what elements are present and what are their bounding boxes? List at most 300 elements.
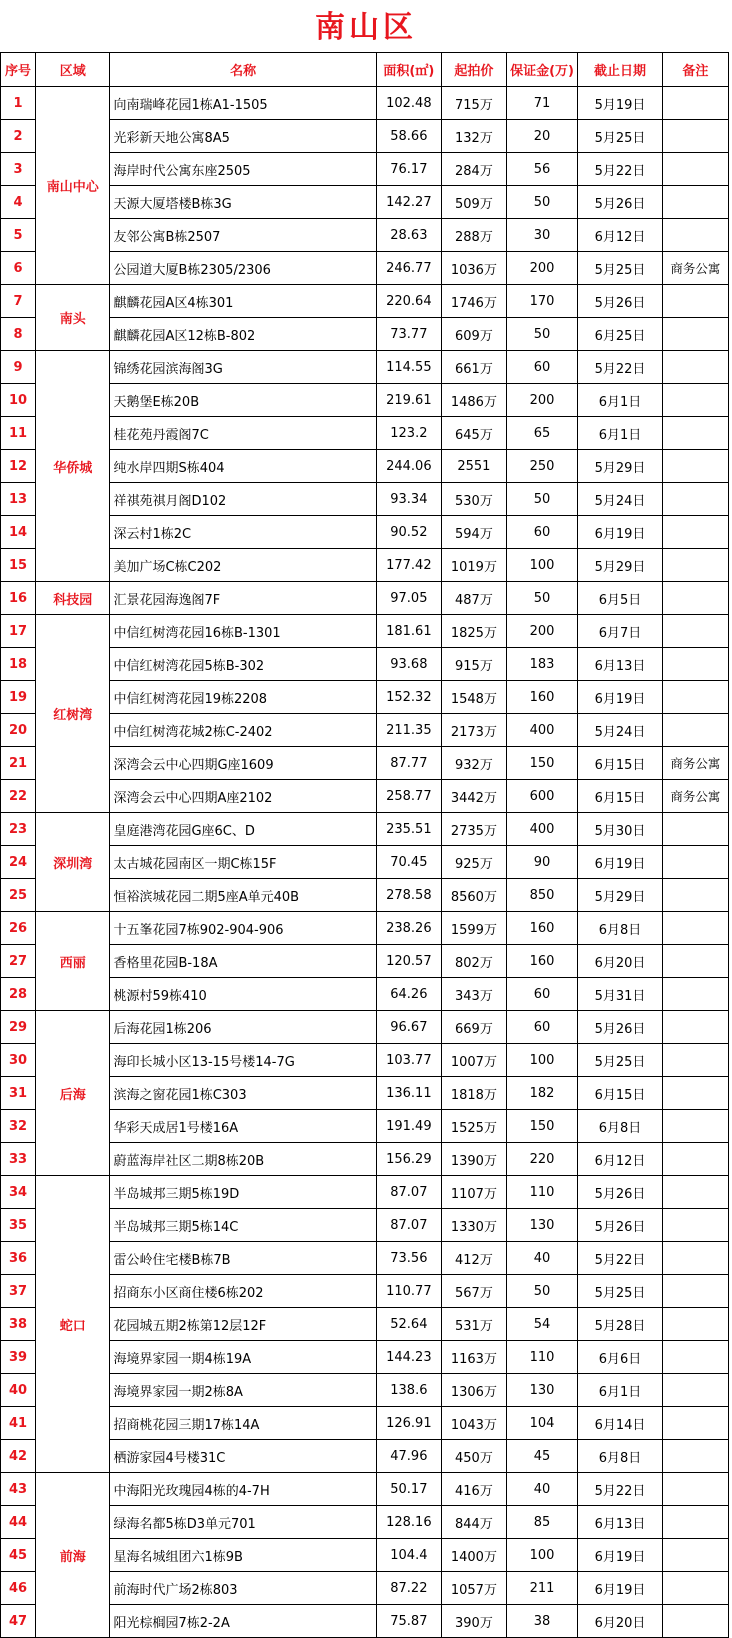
row-number: 31 bbox=[1, 1077, 36, 1110]
row-number: 39 bbox=[1, 1341, 36, 1374]
deposit-value: 600 bbox=[506, 780, 577, 813]
note-value bbox=[662, 384, 728, 417]
note-value bbox=[662, 1440, 728, 1473]
note-value bbox=[662, 1539, 728, 1572]
deadline-value: 6月19日 bbox=[578, 1539, 663, 1572]
note-value bbox=[662, 1176, 728, 1209]
deposit-value: 182 bbox=[506, 1077, 577, 1110]
area-value: 102.48 bbox=[376, 87, 441, 120]
row-number: 30 bbox=[1, 1044, 36, 1077]
price-value: 594万 bbox=[441, 516, 506, 549]
price-value: 284万 bbox=[441, 153, 506, 186]
deadline-value: 6月19日 bbox=[578, 516, 663, 549]
area-value: 93.68 bbox=[376, 648, 441, 681]
area-value: 50.17 bbox=[376, 1473, 441, 1506]
area-value: 87.77 bbox=[376, 747, 441, 780]
header-price: 起拍价 bbox=[441, 53, 506, 87]
table-row bbox=[1, 1341, 729, 1374]
row-number: 2 bbox=[1, 120, 36, 153]
deposit-value: 60 bbox=[506, 516, 577, 549]
row-number: 13 bbox=[1, 483, 36, 516]
price-value: 715万 bbox=[441, 87, 506, 120]
row-number: 40 bbox=[1, 1374, 36, 1407]
note-value bbox=[662, 1077, 728, 1110]
area-value: 103.77 bbox=[376, 1044, 441, 1077]
deadline-value: 5月25日 bbox=[578, 252, 663, 285]
deadline-value: 5月29日 bbox=[578, 450, 663, 483]
property-name: 招商桃花园三期17栋14A bbox=[110, 1407, 376, 1440]
deadline-value: 5月28日 bbox=[578, 1308, 663, 1341]
note-value bbox=[662, 1605, 728, 1638]
table-row bbox=[1, 351, 729, 384]
deposit-value: 150 bbox=[506, 747, 577, 780]
deposit-value: 200 bbox=[506, 252, 577, 285]
price-value: 1163万 bbox=[441, 1341, 506, 1374]
deadline-value: 5月22日 bbox=[578, 1473, 663, 1506]
deadline-value: 6月15日 bbox=[578, 780, 663, 813]
deposit-value: 71 bbox=[506, 87, 577, 120]
area-value: 244.06 bbox=[376, 450, 441, 483]
table-row bbox=[1, 153, 729, 186]
row-number: 26 bbox=[1, 912, 36, 945]
price-value: 932万 bbox=[441, 747, 506, 780]
table-row bbox=[1, 945, 729, 978]
price-value: 487万 bbox=[441, 582, 506, 615]
property-name: 星海名城组团六1栋9B bbox=[110, 1539, 376, 1572]
table-row bbox=[1, 1308, 729, 1341]
table-row bbox=[1, 384, 729, 417]
table-row bbox=[1, 714, 729, 747]
deadline-value: 5月24日 bbox=[578, 714, 663, 747]
row-number: 15 bbox=[1, 549, 36, 582]
deadline-value: 6月1日 bbox=[578, 384, 663, 417]
note-value bbox=[662, 1374, 728, 1407]
row-number: 42 bbox=[1, 1440, 36, 1473]
property-name: 天鹅堡E栋20B bbox=[110, 384, 376, 417]
property-name: 深云村1栋2C bbox=[110, 516, 376, 549]
table-row bbox=[1, 417, 729, 450]
price-value: 132万 bbox=[441, 120, 506, 153]
table-row bbox=[1, 1539, 729, 1572]
row-number: 32 bbox=[1, 1110, 36, 1143]
deadline-value: 6月8日 bbox=[578, 912, 663, 945]
deadline-value: 5月24日 bbox=[578, 483, 663, 516]
area-value: 76.17 bbox=[376, 153, 441, 186]
area-value: 75.87 bbox=[376, 1605, 441, 1638]
header-area: 面积(㎡) bbox=[376, 53, 441, 87]
row-number: 10 bbox=[1, 384, 36, 417]
table-row bbox=[1, 1440, 729, 1473]
deadline-value: 6月19日 bbox=[578, 846, 663, 879]
price-value: 1043万 bbox=[441, 1407, 506, 1440]
deadline-value: 5月26日 bbox=[578, 1209, 663, 1242]
table-row bbox=[1, 747, 729, 780]
price-value: 1019万 bbox=[441, 549, 506, 582]
deposit-value: 160 bbox=[506, 912, 577, 945]
property-name: 阳光棕榈园7栋2-2A bbox=[110, 1605, 376, 1638]
row-number: 16 bbox=[1, 582, 36, 615]
property-name: 华彩天成居1号楼16A bbox=[110, 1110, 376, 1143]
area-value: 52.64 bbox=[376, 1308, 441, 1341]
area-value: 156.29 bbox=[376, 1143, 441, 1176]
region-cell: 西丽 bbox=[36, 912, 110, 1011]
deposit-value: 50 bbox=[506, 1275, 577, 1308]
area-value: 123.2 bbox=[376, 417, 441, 450]
deadline-value: 6月14日 bbox=[578, 1407, 663, 1440]
row-number: 23 bbox=[1, 813, 36, 846]
property-name: 桂花苑丹霞阁7C bbox=[110, 417, 376, 450]
row-number: 46 bbox=[1, 1572, 36, 1605]
property-name: 中信红树湾花园19栋2208 bbox=[110, 681, 376, 714]
deposit-value: 85 bbox=[506, 1506, 577, 1539]
deadline-value: 5月29日 bbox=[578, 879, 663, 912]
property-name: 中信红树湾花园5栋B-302 bbox=[110, 648, 376, 681]
area-value: 93.34 bbox=[376, 483, 441, 516]
note-value: 商务公寓 bbox=[662, 747, 728, 780]
table-row bbox=[1, 978, 729, 1011]
property-name: 十五峯花园7栋902-904-906 bbox=[110, 912, 376, 945]
price-value: 915万 bbox=[441, 648, 506, 681]
area-value: 28.63 bbox=[376, 219, 441, 252]
area-value: 126.91 bbox=[376, 1407, 441, 1440]
note-value bbox=[662, 120, 728, 153]
property-name: 滨海之窗花园1栋C303 bbox=[110, 1077, 376, 1110]
table-row bbox=[1, 1143, 729, 1176]
note-value bbox=[662, 615, 728, 648]
note-value bbox=[662, 1044, 728, 1077]
row-number: 36 bbox=[1, 1242, 36, 1275]
area-value: 219.61 bbox=[376, 384, 441, 417]
price-value: 1306万 bbox=[441, 1374, 506, 1407]
property-name: 公园道大厦B栋2305/2306 bbox=[110, 252, 376, 285]
price-value: 1486万 bbox=[441, 384, 506, 417]
deadline-value: 6月8日 bbox=[578, 1110, 663, 1143]
row-number: 7 bbox=[1, 285, 36, 318]
price-value: 531万 bbox=[441, 1308, 506, 1341]
deposit-value: 60 bbox=[506, 351, 577, 384]
row-number: 4 bbox=[1, 186, 36, 219]
table-row bbox=[1, 1374, 729, 1407]
table-row bbox=[1, 780, 729, 813]
deposit-value: 160 bbox=[506, 681, 577, 714]
region-cell: 前海 bbox=[36, 1473, 110, 1638]
note-value bbox=[662, 417, 728, 450]
region-cell: 后海 bbox=[36, 1011, 110, 1176]
property-name: 绿海名都5栋D3单元701 bbox=[110, 1506, 376, 1539]
property-name: 向南瑞峰花园1栋A1-1505 bbox=[110, 87, 376, 120]
area-value: 235.51 bbox=[376, 813, 441, 846]
price-value: 802万 bbox=[441, 945, 506, 978]
price-value: 412万 bbox=[441, 1242, 506, 1275]
property-name: 锦绣花园滨海阁3G bbox=[110, 351, 376, 384]
property-name: 深湾会云中心四期A座2102 bbox=[110, 780, 376, 813]
row-number: 45 bbox=[1, 1539, 36, 1572]
area-value: 246.77 bbox=[376, 252, 441, 285]
property-name: 恒裕滨城花园二期5座A单元40B bbox=[110, 879, 376, 912]
price-value: 8560万 bbox=[441, 879, 506, 912]
table-row bbox=[1, 1209, 729, 1242]
area-value: 191.49 bbox=[376, 1110, 441, 1143]
row-number: 43 bbox=[1, 1473, 36, 1506]
deadline-value: 6月25日 bbox=[578, 318, 663, 351]
property-name: 海境界家园一期2栋8A bbox=[110, 1374, 376, 1407]
note-value bbox=[662, 1473, 728, 1506]
note-value bbox=[662, 1275, 728, 1308]
deadline-value: 5月26日 bbox=[578, 285, 663, 318]
note-value bbox=[662, 285, 728, 318]
header-row bbox=[1, 53, 729, 87]
row-number: 9 bbox=[1, 351, 36, 384]
deposit-value: 100 bbox=[506, 1044, 577, 1077]
property-name: 深湾会云中心四期G座1609 bbox=[110, 747, 376, 780]
property-name: 雷公岭住宅楼B栋7B bbox=[110, 1242, 376, 1275]
note-value bbox=[662, 648, 728, 681]
table-row bbox=[1, 648, 729, 681]
deadline-value: 5月26日 bbox=[578, 1176, 663, 1209]
property-name: 花园城五期2栋第12层12F bbox=[110, 1308, 376, 1341]
table-row bbox=[1, 285, 729, 318]
row-number: 25 bbox=[1, 879, 36, 912]
deadline-value: 6月20日 bbox=[578, 945, 663, 978]
table-row bbox=[1, 1242, 729, 1275]
deadline-value: 5月29日 bbox=[578, 549, 663, 582]
table-row bbox=[1, 1407, 729, 1440]
deposit-value: 50 bbox=[506, 186, 577, 219]
area-value: 128.16 bbox=[376, 1506, 441, 1539]
table-row bbox=[1, 483, 729, 516]
deposit-value: 110 bbox=[506, 1341, 577, 1374]
price-value: 1825万 bbox=[441, 615, 506, 648]
note-value bbox=[662, 483, 728, 516]
row-number: 3 bbox=[1, 153, 36, 186]
deposit-value: 30 bbox=[506, 219, 577, 252]
property-name: 中海阳光玫瑰园4栋的4-7H bbox=[110, 1473, 376, 1506]
table-body bbox=[1, 87, 729, 1638]
row-number: 47 bbox=[1, 1605, 36, 1638]
auction-table bbox=[0, 52, 729, 1638]
price-value: 1107万 bbox=[441, 1176, 506, 1209]
row-number: 22 bbox=[1, 780, 36, 813]
table-row bbox=[1, 549, 729, 582]
area-value: 258.77 bbox=[376, 780, 441, 813]
price-value: 1599万 bbox=[441, 912, 506, 945]
property-name: 纯水岸四期S栋404 bbox=[110, 450, 376, 483]
page-title: 南山区 bbox=[315, 10, 417, 45]
region-cell: 华侨城 bbox=[36, 351, 110, 582]
deposit-value: 220 bbox=[506, 1143, 577, 1176]
deposit-value: 211 bbox=[506, 1572, 577, 1605]
table-row bbox=[1, 219, 729, 252]
property-name: 麒麟花园A区4栋301 bbox=[110, 285, 376, 318]
header-region: 区域 bbox=[36, 53, 110, 87]
deadline-value: 6月1日 bbox=[578, 417, 663, 450]
row-number: 18 bbox=[1, 648, 36, 681]
note-value bbox=[662, 549, 728, 582]
note-value bbox=[662, 516, 728, 549]
price-value: 288万 bbox=[441, 219, 506, 252]
area-value: 211.35 bbox=[376, 714, 441, 747]
table-row bbox=[1, 1572, 729, 1605]
deadline-value: 6月12日 bbox=[578, 219, 663, 252]
area-value: 144.23 bbox=[376, 1341, 441, 1374]
deadline-value: 6月5日 bbox=[578, 582, 663, 615]
property-name: 招商东小区商住楼6栋202 bbox=[110, 1275, 376, 1308]
note-value bbox=[662, 1242, 728, 1275]
price-value: 1548万 bbox=[441, 681, 506, 714]
deposit-value: 54 bbox=[506, 1308, 577, 1341]
area-value: 278.58 bbox=[376, 879, 441, 912]
header-note: 备注 bbox=[662, 53, 728, 87]
area-value: 73.56 bbox=[376, 1242, 441, 1275]
deposit-value: 110 bbox=[506, 1176, 577, 1209]
deadline-value: 6月6日 bbox=[578, 1341, 663, 1374]
price-value: 530万 bbox=[441, 483, 506, 516]
table-row bbox=[1, 1110, 729, 1143]
price-value: 2551 bbox=[441, 450, 506, 483]
note-value bbox=[662, 1209, 728, 1242]
deadline-value: 5月22日 bbox=[578, 1242, 663, 1275]
area-value: 104.4 bbox=[376, 1539, 441, 1572]
deadline-value: 6月1日 bbox=[578, 1374, 663, 1407]
deposit-value: 200 bbox=[506, 615, 577, 648]
property-name: 中信红树湾花城2栋C-2402 bbox=[110, 714, 376, 747]
price-value: 661万 bbox=[441, 351, 506, 384]
note-value bbox=[662, 1407, 728, 1440]
table-row bbox=[1, 186, 729, 219]
note-value bbox=[662, 846, 728, 879]
note-value bbox=[662, 813, 728, 846]
deposit-value: 183 bbox=[506, 648, 577, 681]
property-name: 栖游家园4号楼31C bbox=[110, 1440, 376, 1473]
note-value bbox=[662, 1110, 728, 1143]
price-value: 1330万 bbox=[441, 1209, 506, 1242]
property-name: 海境界家园一期4栋19A bbox=[110, 1341, 376, 1374]
deposit-value: 45 bbox=[506, 1440, 577, 1473]
deadline-value: 6月13日 bbox=[578, 1506, 663, 1539]
row-number: 20 bbox=[1, 714, 36, 747]
table-row bbox=[1, 318, 729, 351]
table-row bbox=[1, 1275, 729, 1308]
price-value: 416万 bbox=[441, 1473, 506, 1506]
note-value bbox=[662, 87, 728, 120]
property-name: 前海时代广场2栋803 bbox=[110, 1572, 376, 1605]
property-name: 半岛城邦三期5栋19D bbox=[110, 1176, 376, 1209]
area-value: 114.55 bbox=[376, 351, 441, 384]
price-value: 567万 bbox=[441, 1275, 506, 1308]
deposit-value: 400 bbox=[506, 813, 577, 846]
deadline-value: 5月22日 bbox=[578, 351, 663, 384]
price-value: 343万 bbox=[441, 978, 506, 1011]
row-number: 21 bbox=[1, 747, 36, 780]
area-value: 58.66 bbox=[376, 120, 441, 153]
table-row bbox=[1, 120, 729, 153]
area-value: 110.77 bbox=[376, 1275, 441, 1308]
deadline-value: 6月7日 bbox=[578, 615, 663, 648]
row-number: 27 bbox=[1, 945, 36, 978]
deposit-value: 56 bbox=[506, 153, 577, 186]
deposit-value: 40 bbox=[506, 1242, 577, 1275]
price-value: 1057万 bbox=[441, 1572, 506, 1605]
area-value: 177.42 bbox=[376, 549, 441, 582]
area-value: 90.52 bbox=[376, 516, 441, 549]
note-value bbox=[662, 1011, 728, 1044]
price-value: 609万 bbox=[441, 318, 506, 351]
deadline-value: 5月30日 bbox=[578, 813, 663, 846]
deadline-value: 6月8日 bbox=[578, 1440, 663, 1473]
deposit-value: 100 bbox=[506, 549, 577, 582]
area-value: 87.07 bbox=[376, 1209, 441, 1242]
price-value: 645万 bbox=[441, 417, 506, 450]
table-row bbox=[1, 615, 729, 648]
header-deposit: 保证金(万) bbox=[506, 53, 577, 87]
area-value: 70.45 bbox=[376, 846, 441, 879]
row-number: 24 bbox=[1, 846, 36, 879]
deadline-value: 5月25日 bbox=[578, 1044, 663, 1077]
price-value: 1818万 bbox=[441, 1077, 506, 1110]
deadline-value: 5月25日 bbox=[578, 120, 663, 153]
area-value: 136.11 bbox=[376, 1077, 441, 1110]
deposit-value: 40 bbox=[506, 1473, 577, 1506]
property-name: 光彩新天地公寓8A5 bbox=[110, 120, 376, 153]
row-number: 1 bbox=[1, 87, 36, 120]
deposit-value: 400 bbox=[506, 714, 577, 747]
property-name: 皇庭港湾花园G座6C、D bbox=[110, 813, 376, 846]
deadline-value: 5月26日 bbox=[578, 1011, 663, 1044]
property-name: 海印长城小区13-15号楼14-7G bbox=[110, 1044, 376, 1077]
deadline-value: 5月19日 bbox=[578, 87, 663, 120]
price-value: 509万 bbox=[441, 186, 506, 219]
deposit-value: 90 bbox=[506, 846, 577, 879]
deadline-value: 5月22日 bbox=[578, 153, 663, 186]
property-name: 海岸时代公寓东座2505 bbox=[110, 153, 376, 186]
table-row bbox=[1, 1506, 729, 1539]
deposit-value: 50 bbox=[506, 483, 577, 516]
table-row bbox=[1, 450, 729, 483]
deposit-value: 50 bbox=[506, 582, 577, 615]
note-value bbox=[662, 1143, 728, 1176]
note-value bbox=[662, 681, 728, 714]
property-name: 后海花园1栋206 bbox=[110, 1011, 376, 1044]
deadline-value: 6月20日 bbox=[578, 1605, 663, 1638]
row-number: 19 bbox=[1, 681, 36, 714]
price-value: 844万 bbox=[441, 1506, 506, 1539]
note-value bbox=[662, 582, 728, 615]
table-row bbox=[1, 252, 729, 285]
row-number: 35 bbox=[1, 1209, 36, 1242]
deposit-value: 20 bbox=[506, 120, 577, 153]
table-row bbox=[1, 879, 729, 912]
deposit-value: 160 bbox=[506, 945, 577, 978]
area-value: 96.67 bbox=[376, 1011, 441, 1044]
note-value bbox=[662, 879, 728, 912]
row-number: 12 bbox=[1, 450, 36, 483]
row-number: 44 bbox=[1, 1506, 36, 1539]
note-value bbox=[662, 318, 728, 351]
deadline-value: 5月31日 bbox=[578, 978, 663, 1011]
row-number: 14 bbox=[1, 516, 36, 549]
note-value bbox=[662, 219, 728, 252]
header-no: 序号 bbox=[1, 53, 36, 87]
deposit-value: 100 bbox=[506, 1539, 577, 1572]
table-row bbox=[1, 87, 729, 120]
row-number: 29 bbox=[1, 1011, 36, 1044]
table-row bbox=[1, 846, 729, 879]
row-number: 17 bbox=[1, 615, 36, 648]
note-value bbox=[662, 351, 728, 384]
table-row bbox=[1, 1605, 729, 1638]
deposit-value: 250 bbox=[506, 450, 577, 483]
note-value: 商务公寓 bbox=[662, 252, 728, 285]
